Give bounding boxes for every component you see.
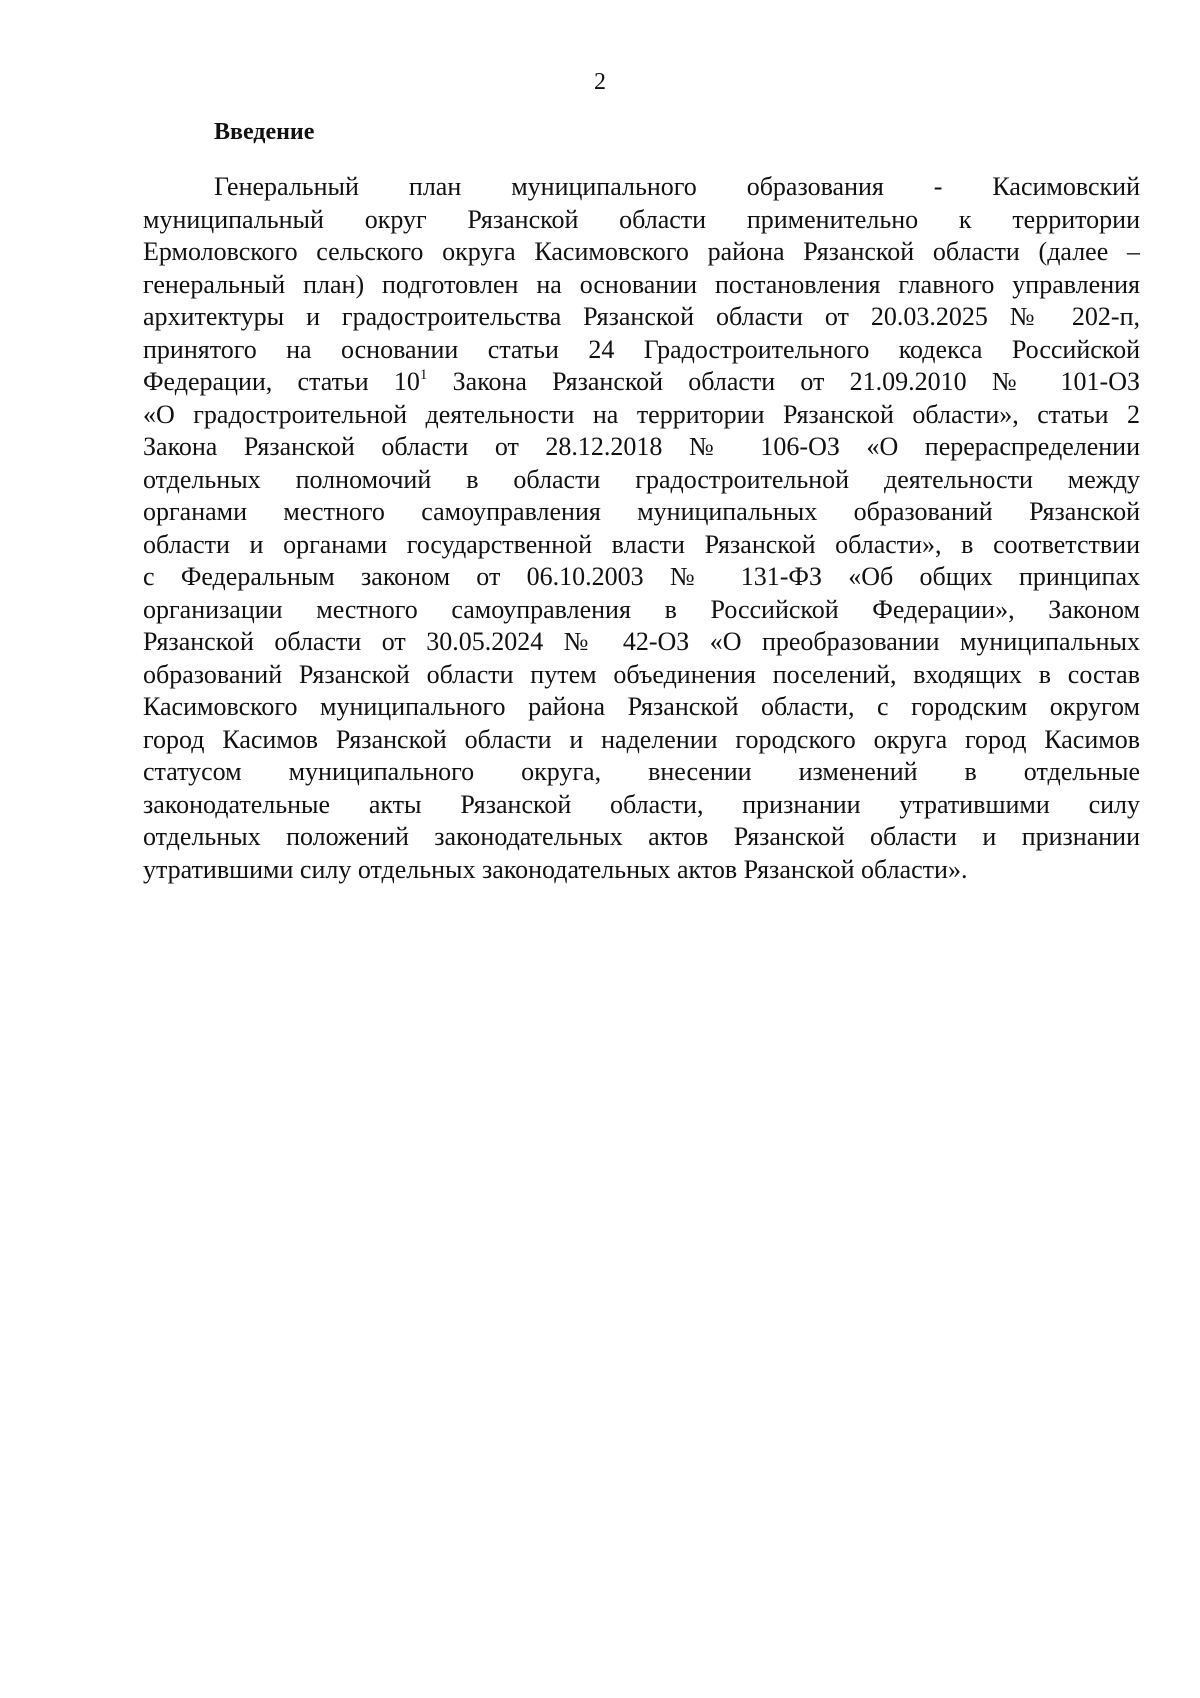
superscript-number: 1: [419, 367, 428, 383]
paragraph-line: «О градостроительной деятельности на территории Рязанской области», статьи 2: [143, 399, 1140, 429]
paragraph-line: законодательные акты Рязанской области, признании утратившими силу: [143, 789, 1140, 819]
page-number: 2: [594, 69, 606, 95]
line-text-before-superscript: Федерации, статьи 10: [143, 367, 420, 396]
paragraph-line: Ермоловского сельского округа Касимовского района Рязанской области (далее –: [143, 237, 1140, 266]
body-paragraph: [143, 171, 1140, 886]
paragraph-line: органами местного самоуправления муниципальных образований Рязанской: [143, 497, 1140, 526]
paragraph-line: Рязанской области от 30.05.2024 № 42-ОЗ «О преобразовании муниципальных: [143, 627, 1140, 656]
paragraph-line: город Касимов Рязанской области и наделении городского округа город Касимов: [143, 724, 1140, 754]
paragraph-line: принятого на основании статьи 24 Градостроительного кодекса Российской: [143, 334, 1140, 364]
paragraph-line: Касимовского муниципального района Рязанской области, с городским округом: [143, 692, 1140, 721]
paragraph-line: Закона Рязанской области от 28.12.2018 № 106-ОЗ «О перераспределении: [143, 432, 1140, 461]
paragraph-line-with-superscript: [143, 366, 1140, 399]
paragraph-line: утратившими силу отдельных законодательных актов Рязанской области».: [143, 854, 968, 884]
paragraph-line: отдельных положений законодательных актов Рязанской области и признании: [143, 822, 1140, 851]
section-heading: Введение: [214, 119, 315, 145]
paragraph-line: образований Рязанской области путем объединения поселений, входящих в состав: [143, 659, 1140, 689]
line-text-after-superscript: Закона Рязанской области от 21.09.2010 № 101-ОЗ: [427, 367, 1140, 396]
paragraph-line: отдельных полномочий в области градостроительной деятельности между: [143, 464, 1140, 494]
paragraph-line: области и органами государственной власти Рязанской области», в соответствии: [143, 529, 1140, 559]
paragraph-line: муниципальный округ Рязанской области применительно к территории: [143, 204, 1140, 234]
paragraph-line: организации местного самоуправления в Российской Федерации», Законом: [143, 594, 1140, 624]
paragraph-line: с Федеральным законом от 06.10.2003 № 131-ФЗ «Об общих принципах: [143, 562, 1140, 591]
paragraph-line: Генеральный план муниципального образования - Касимовский: [214, 172, 1140, 201]
paragraph-line: статусом муниципального округа, внесении изменений в отдельные: [143, 757, 1140, 786]
paragraph-line: генеральный план) подготовлен на основании постановления главного управления: [143, 269, 1140, 299]
paragraph-line: архитектуры и градостроительства Рязанской области от 20.03.2025 № 202-п,: [143, 302, 1140, 331]
